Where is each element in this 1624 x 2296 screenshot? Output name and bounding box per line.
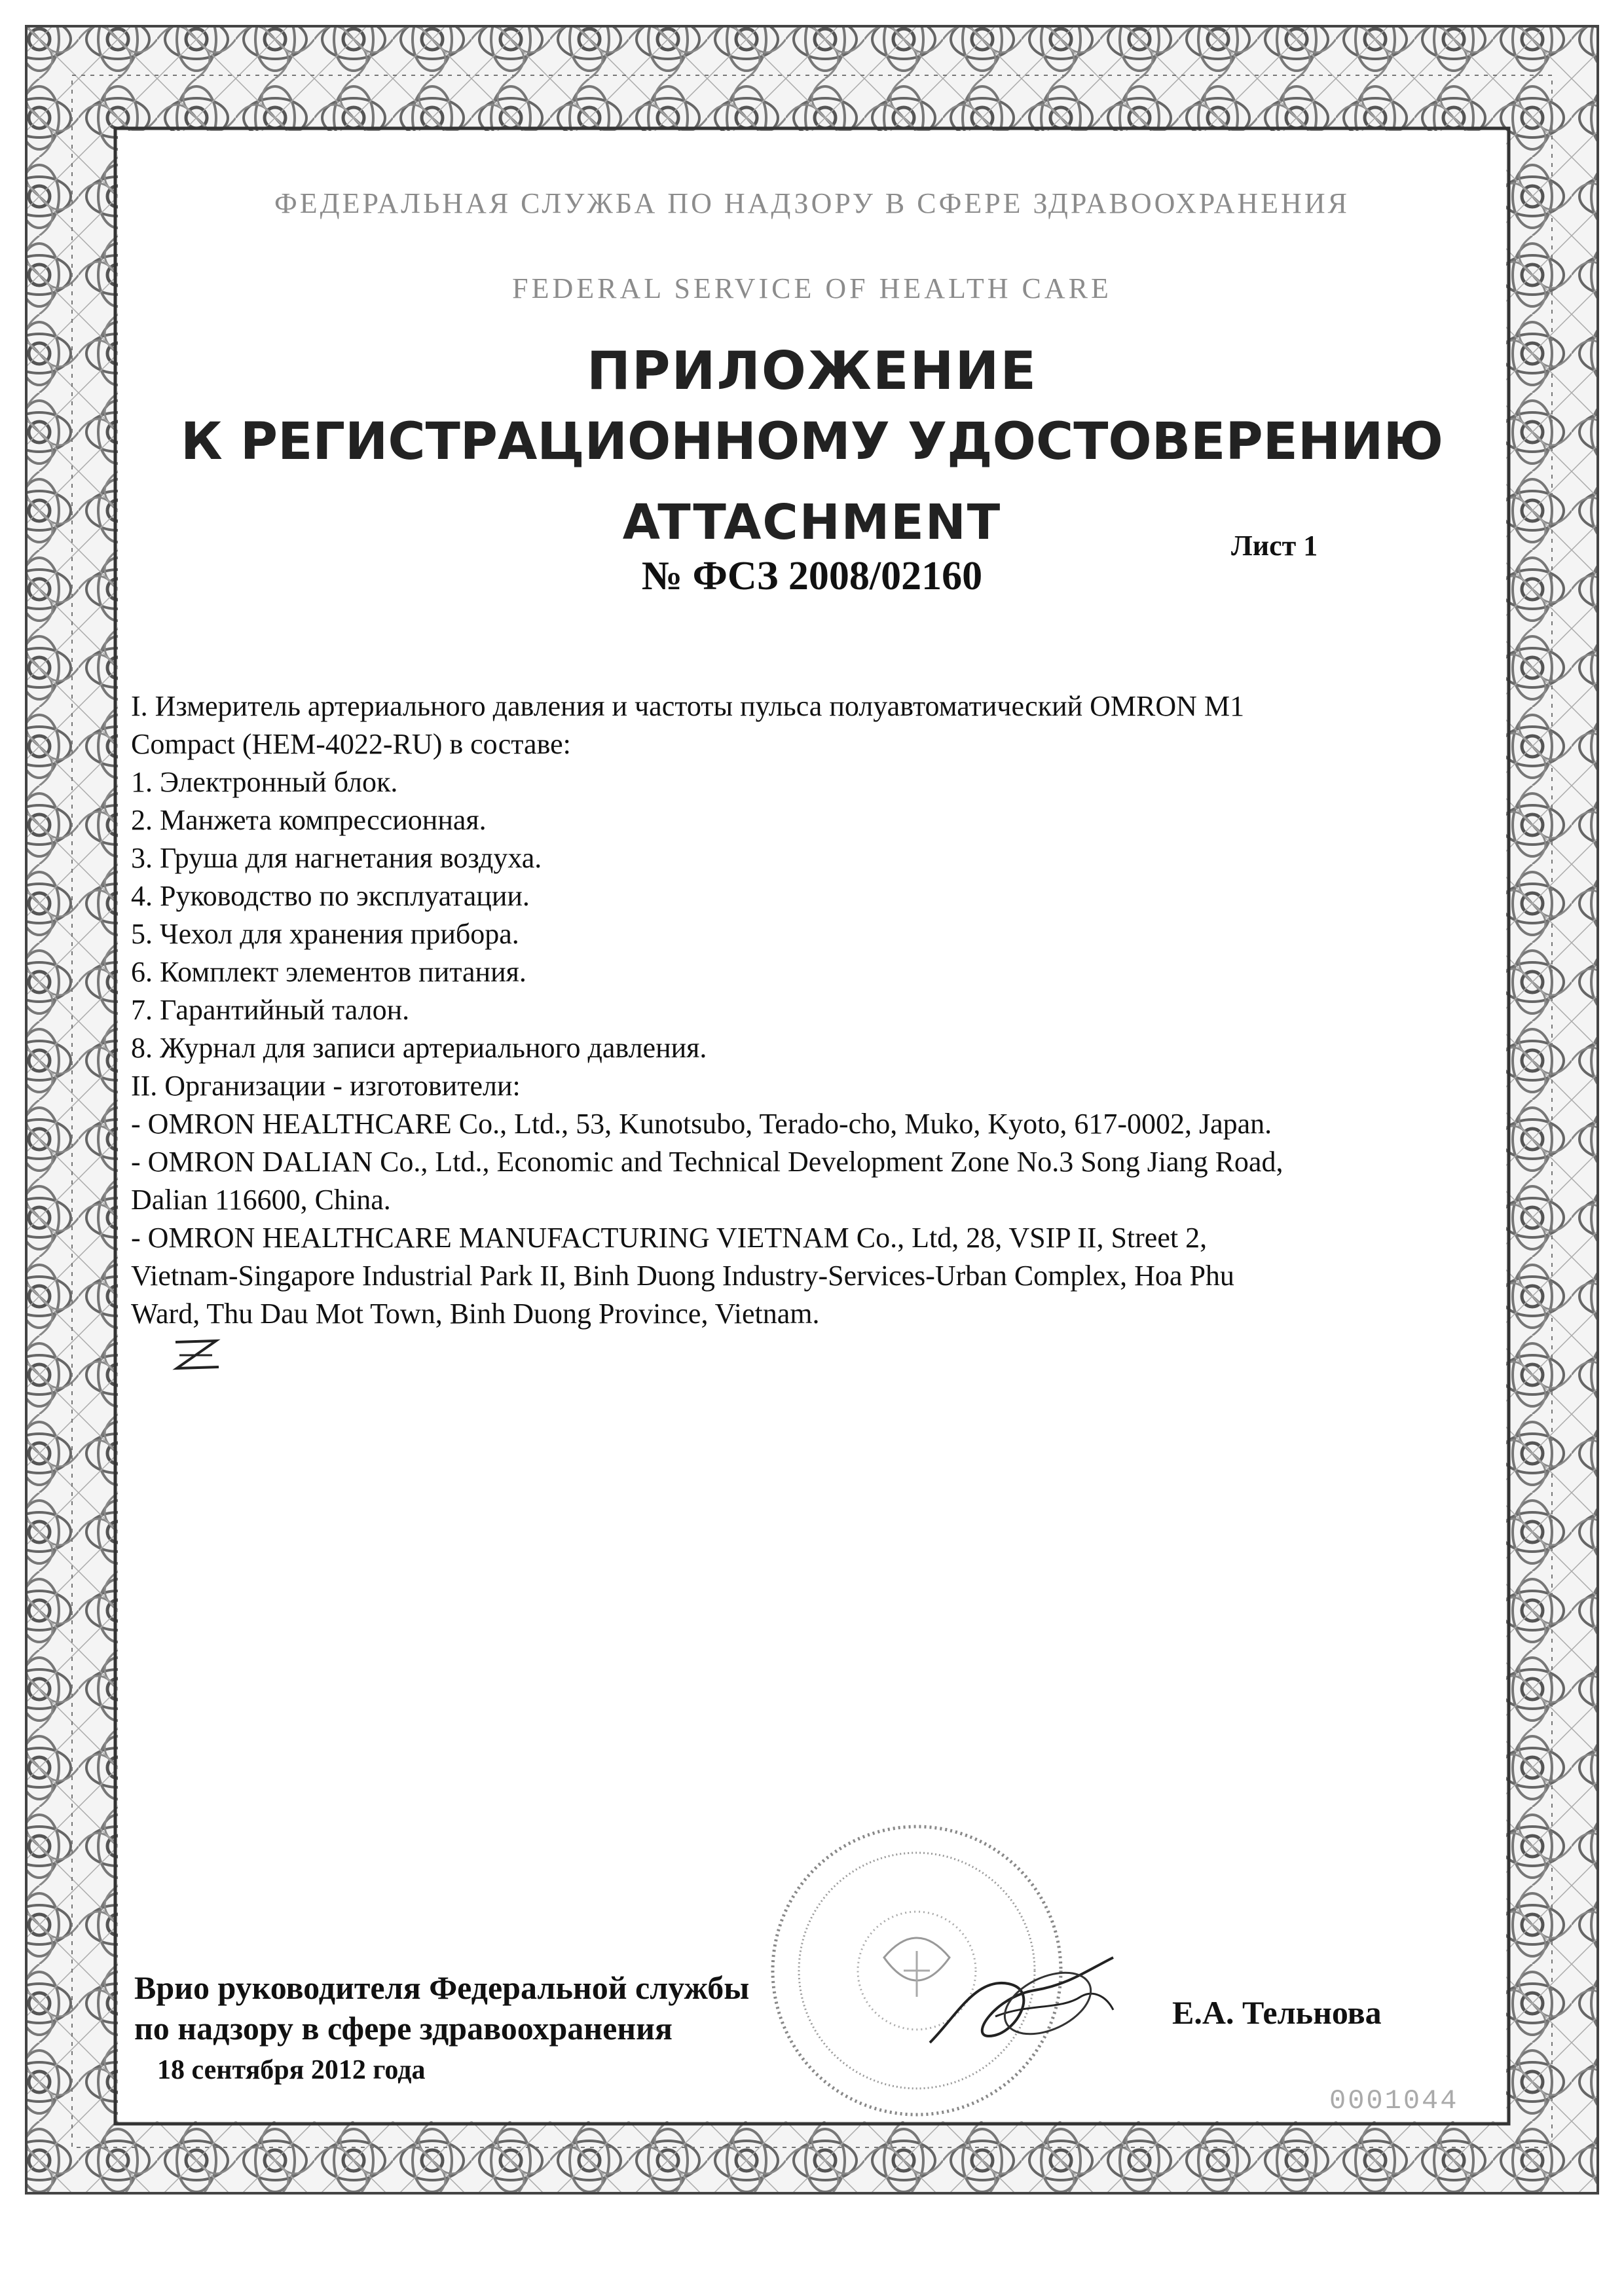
- sheet-number: Лист 1: [1231, 530, 1318, 562]
- body-line: - OMRON HEALTHCARE MANUFACTURING VIETNAM Co., Ltd, 28, VSIP II, Street 2,: [131, 1222, 1208, 1254]
- body-line: Ward, Thu Dau Mot Town, Binh Duong Province, Vietnam.: [131, 1298, 820, 1330]
- agency-name-ru: ФЕДЕРАЛЬНАЯ СЛУЖБА ПО НАДЗОРУ В СФЕРЕ ЗДРАВООХРАНЕНИЯ: [274, 187, 1350, 219]
- signer-position: [134, 1967, 749, 2049]
- serial-number: 0001044: [1329, 2085, 1459, 2117]
- body-line: 4. Руководство по эксплуатации.: [131, 880, 530, 912]
- signature-icon: [917, 1938, 1139, 2069]
- body-line: - OMRON HEALTHCARE Co., Ltd., 53, Kunotsubo, Terado-cho, Muko, Kyoto, 617-0002, Japan.: [131, 1108, 1272, 1140]
- body-line: 1. Электронный блок.: [131, 766, 398, 798]
- body-line: Dalian 116600, China.: [131, 1184, 391, 1216]
- certificate-number: № ФСЗ 2008/02160: [641, 554, 983, 598]
- body-line: Compact (HEM-4022-RU) в составе:: [131, 728, 571, 760]
- document-body: [131, 687, 1493, 1333]
- body-line: 3. Груша для нагнетания воздуха.: [131, 842, 542, 874]
- document-title: ПРИЛОЖЕНИЕ: [586, 340, 1038, 401]
- signer-position-line: Врио руководителя Федеральной службы: [134, 1969, 750, 2006]
- body-line: - OMRON DALIAN Co., Ltd., Economic and Technical Development Zone No.3 Song Jiang Road,: [131, 1146, 1283, 1178]
- z-mark-icon: [170, 1336, 223, 1375]
- agency-name-en: FEDERAL SERVICE OF HEALTH CARE: [512, 272, 1112, 304]
- body-line: 8. Журнал для записи артериального давления.: [131, 1032, 707, 1064]
- body-line: Vietnam-Singapore Industrial Park II, Binh Duong Industry-Services-Urban Complex, Hoa Phu: [131, 1260, 1234, 1292]
- body-line: 2. Манжета компрессионная.: [131, 804, 487, 836]
- body-line: I. Измеритель артериального давления и частоты пульса полуавтоматический OMRON M1: [131, 690, 1245, 722]
- signer-position-line: по надзору в сфере здравоохранения: [134, 2010, 673, 2047]
- body-line: 7. Гарантийный талон.: [131, 994, 410, 1026]
- signer-name: Е.А. Тельнова: [1172, 1994, 1382, 2031]
- body-line: 5. Чехол для хранения прибора.: [131, 918, 519, 950]
- body-line: 6. Комплект элементов питания.: [131, 956, 526, 988]
- body-line: II. Организации - изготовители:: [131, 1070, 521, 1102]
- signing-date: 18 сентября 2012 года: [157, 2055, 426, 2085]
- document-subtitle: К РЕГИСТРАЦИОННОМУ УДОСТОВЕРЕНИЮ: [180, 412, 1444, 471]
- document-title-en: ATTACHMENT: [622, 494, 1002, 551]
